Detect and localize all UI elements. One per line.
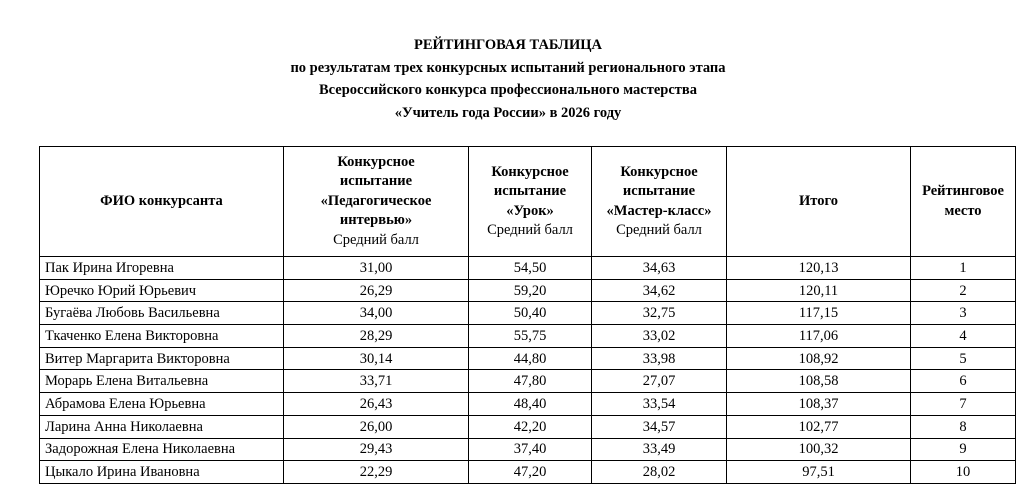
document-heading	[0, 34, 1016, 124]
table-row	[40, 279, 1016, 302]
cell-total: 108,58	[727, 370, 911, 393]
cell-lesson: 47,20	[469, 461, 592, 484]
cell-place: 10	[911, 461, 1016, 484]
cell-place: 2	[911, 279, 1016, 302]
cell-place: 3	[911, 302, 1016, 325]
cell-interview: 31,00	[284, 257, 469, 280]
table-row	[40, 347, 1016, 370]
table-row	[40, 415, 1016, 438]
cell-fio: Морарь Елена Витальевна	[40, 370, 284, 393]
cell-master-class: 33,98	[592, 347, 727, 370]
cell-fio: Ларина Анна Николаевна	[40, 415, 284, 438]
cell-fio: Абрамова Елена Юрьевна	[40, 393, 284, 416]
header-interview: Конкурсное испытание «Педагогическое интервью» Средний балл	[284, 147, 469, 257]
header-row	[40, 147, 1016, 257]
cell-total: 97,51	[727, 461, 911, 484]
cell-total: 117,15	[727, 302, 911, 325]
cell-fio: Цыкало Ирина Ивановна	[40, 461, 284, 484]
cell-place: 7	[911, 393, 1016, 416]
cell-lesson: 47,80	[469, 370, 592, 393]
cell-master-class: 27,07	[592, 370, 727, 393]
header-master-class: Конкурсное испытание «Мастер-класс» Средний балл	[592, 147, 727, 257]
cell-place: 9	[911, 438, 1016, 461]
cell-fio: Юречко Юрий Юрьевич	[40, 279, 284, 302]
cell-lesson: 54,50	[469, 257, 592, 280]
cell-place: 8	[911, 415, 1016, 438]
table-body	[40, 257, 1016, 484]
cell-master-class: 32,75	[592, 302, 727, 325]
cell-interview: 30,14	[284, 347, 469, 370]
cell-interview: 26,29	[284, 279, 469, 302]
cell-fio: Бугаёва Любовь Васильевна	[40, 302, 284, 325]
cell-total: 120,11	[727, 279, 911, 302]
cell-place: 1	[911, 257, 1016, 280]
cell-fio: Пак Ирина Игоревна	[40, 257, 284, 280]
cell-master-class: 33,49	[592, 438, 727, 461]
rating-table	[39, 146, 1016, 484]
heading-subtitle-line-3: «Учитель года России» в 2026 году	[394, 104, 622, 121]
heading-title: РЕЙТИНГОВАЯ ТАБЛИЦА	[414, 37, 602, 53]
cell-master-class: 34,57	[592, 415, 727, 438]
table-header	[40, 147, 1016, 257]
cell-total: 120,13	[727, 257, 911, 280]
cell-lesson: 44,80	[469, 347, 592, 370]
cell-master-class: 34,63	[592, 257, 727, 280]
cell-master-class: 33,54	[592, 393, 727, 416]
cell-interview: 22,29	[284, 461, 469, 484]
table-row	[40, 438, 1016, 461]
cell-total: 102,77	[727, 415, 911, 438]
cell-master-class: 34,62	[592, 279, 727, 302]
cell-master-class: 28,02	[592, 461, 727, 484]
cell-fio: Витер Маргарита Викторовна	[40, 347, 284, 370]
cell-interview: 26,00	[284, 415, 469, 438]
cell-place: 5	[911, 347, 1016, 370]
cell-interview: 34,00	[284, 302, 469, 325]
table-row	[40, 370, 1016, 393]
cell-total: 108,37	[727, 393, 911, 416]
cell-total: 108,92	[727, 347, 911, 370]
heading-subtitle-line-1: по результатам трех конкурсных испытаний регионального этапа	[290, 59, 726, 76]
table-row	[40, 461, 1016, 484]
cell-interview: 33,71	[284, 370, 469, 393]
header-fio: ФИО конкурсанта	[40, 147, 284, 257]
table-row	[40, 393, 1016, 416]
table-row	[40, 325, 1016, 348]
header-total: Итого	[727, 147, 911, 257]
cell-place: 4	[911, 325, 1016, 348]
header-lesson: Конкурсное испытание «Урок» Средний балл	[469, 147, 592, 257]
cell-fio: Задорожная Елена Николаевна	[40, 438, 284, 461]
cell-lesson: 59,20	[469, 279, 592, 302]
header-rating-place: Рейтинговое место	[911, 147, 1016, 257]
cell-total: 100,32	[727, 438, 911, 461]
cell-interview: 26,43	[284, 393, 469, 416]
cell-lesson: 42,20	[469, 415, 592, 438]
cell-total: 117,06	[727, 325, 911, 348]
cell-interview: 28,29	[284, 325, 469, 348]
cell-lesson: 50,40	[469, 302, 592, 325]
table-row	[40, 257, 1016, 280]
cell-lesson: 55,75	[469, 325, 592, 348]
heading-subtitle-line-2: Всероссийского конкурса профессионального мастерства	[318, 82, 698, 98]
cell-lesson: 48,40	[469, 393, 592, 416]
cell-place: 6	[911, 370, 1016, 393]
cell-interview: 29,43	[284, 438, 469, 461]
cell-lesson: 37,40	[469, 438, 592, 461]
cell-fio: Ткаченко Елена Викторовна	[40, 325, 284, 348]
table-row	[40, 302, 1016, 325]
cell-master-class: 33,02	[592, 325, 727, 348]
